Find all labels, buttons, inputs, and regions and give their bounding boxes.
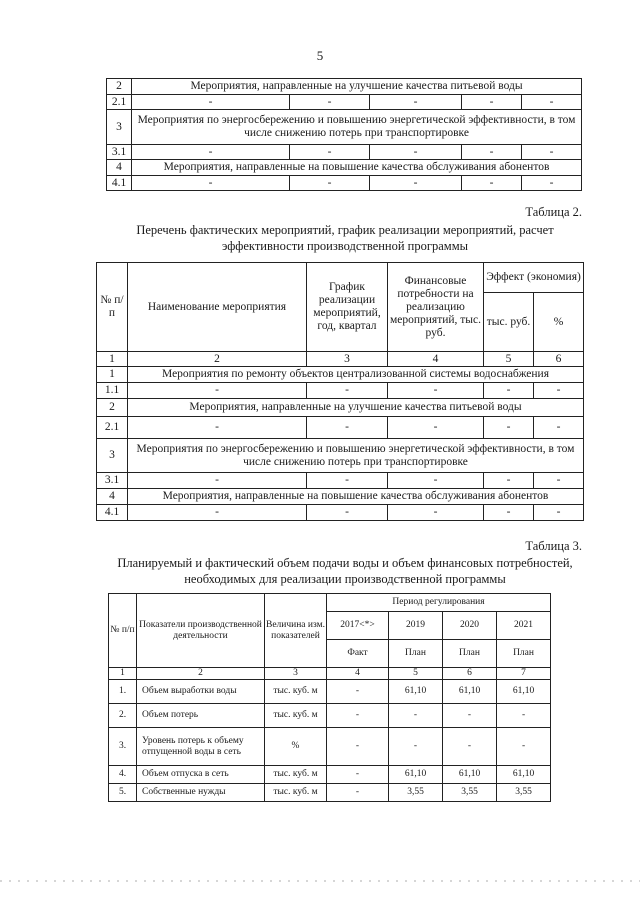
value-cell: -	[327, 704, 389, 728]
header-type: План	[443, 640, 497, 668]
row-number: 2	[97, 399, 128, 417]
dash-cell: -	[534, 505, 584, 521]
row-number: 3	[97, 439, 128, 473]
page-number: 5	[316, 48, 324, 63]
col-number: 5	[389, 668, 443, 680]
value-cell: -	[327, 766, 389, 784]
row-number: 2.1	[107, 95, 132, 110]
table-row	[97, 473, 584, 489]
value-cell: 61,10	[443, 766, 497, 784]
header-schedule: График реализации мероприятий, год, квартал	[307, 263, 388, 352]
header-effect-pct: %	[534, 293, 584, 352]
indicator-name: Объем потерь	[137, 704, 265, 728]
column-numbers-row	[97, 352, 584, 367]
value-cell: 61,10	[443, 680, 497, 704]
header-year: 2020	[443, 612, 497, 640]
dash-cell: -	[462, 95, 522, 110]
col-number: 6	[443, 668, 497, 680]
dash-cell: -	[307, 473, 388, 489]
dash-cell: -	[128, 505, 307, 521]
header-type: План	[497, 640, 551, 668]
dash-cell: -	[462, 176, 522, 191]
table-row	[97, 439, 584, 473]
table-row	[109, 766, 551, 784]
unit-cell: тыс. куб. м	[265, 784, 327, 802]
table3	[108, 593, 551, 802]
unit-cell: %	[265, 728, 327, 766]
dash-cell: -	[484, 417, 534, 439]
table2-label: Таблица 2.	[525, 205, 582, 219]
row-number: 4.	[109, 766, 137, 784]
table-row	[109, 680, 551, 704]
header-finance: Финансовые потребности на реализацию мероприятий, тыс. руб.	[388, 263, 484, 352]
value-cell: 61,10	[497, 766, 551, 784]
dash-cell: -	[522, 145, 582, 160]
col-number: 7	[497, 668, 551, 680]
row-number: 4	[97, 489, 128, 505]
value-cell: 61,10	[389, 766, 443, 784]
dash-cell: -	[388, 505, 484, 521]
header-indicator: Показатели производственной деятельности	[137, 594, 265, 668]
value-cell: -	[389, 728, 443, 766]
row-heading: Мероприятия, направленные на улучшение качества питьевой воды	[132, 79, 582, 95]
col-number: 5	[484, 352, 534, 367]
header-year: 2019	[389, 612, 443, 640]
col-number: 2	[128, 352, 307, 367]
dash-cell: -	[522, 176, 582, 191]
col-number: 3	[307, 352, 388, 367]
row-number: 4.1	[107, 176, 132, 191]
table-row	[109, 784, 551, 802]
row-number: 1	[97, 367, 128, 383]
dash-cell: -	[307, 417, 388, 439]
col-number: 6	[534, 352, 584, 367]
top-table	[106, 78, 582, 191]
indicator-name: Объем отпуска в сеть	[137, 766, 265, 784]
table-row	[97, 505, 584, 521]
dash-cell: -	[370, 145, 462, 160]
table-row	[107, 176, 582, 191]
table-row	[97, 383, 584, 399]
row-heading: Мероприятия по энергосбережению и повышению энергетической эффективности, в том числе снижению потерь при транспортировке	[132, 110, 582, 145]
dash-cell: -	[307, 383, 388, 399]
table-row	[97, 489, 584, 505]
row-number: 2.	[109, 704, 137, 728]
dash-cell: -	[370, 176, 462, 191]
value-cell: -	[327, 728, 389, 766]
dash-cell: -	[290, 95, 370, 110]
header-type: План	[389, 640, 443, 668]
dash-cell: -	[484, 473, 534, 489]
value-cell: 3,55	[497, 784, 551, 802]
dash-cell: -	[534, 473, 584, 489]
table2-title: Перечень фактических мероприятий, график реализации мероприятий, расчет эффективности производственной программы	[136, 223, 554, 253]
dash-cell: -	[534, 383, 584, 399]
header-name: Наименование мероприятия	[128, 263, 307, 352]
col-number: 3	[265, 668, 327, 680]
indicator-name: Объем выработки воды	[137, 680, 265, 704]
table-row	[97, 399, 584, 417]
header-period: Период регулирования	[327, 594, 551, 612]
value-cell: -	[327, 680, 389, 704]
header-effect: Эффект (экономия)	[484, 263, 584, 293]
dash-cell: -	[132, 95, 290, 110]
indicator-name: Уровень потерь к объему отпущенной воды в сеть	[137, 728, 265, 766]
column-numbers-row	[109, 668, 551, 680]
row-heading: Мероприятия, направленные на повышение качества обслуживания абонентов	[128, 489, 584, 505]
row-number: 1.	[109, 680, 137, 704]
dash-cell: -	[484, 383, 534, 399]
unit-cell: тыс. куб. м	[265, 704, 327, 728]
dash-cell: -	[522, 95, 582, 110]
dash-cell: -	[307, 505, 388, 521]
value-cell: 61,10	[389, 680, 443, 704]
dash-cell: -	[370, 95, 462, 110]
dash-cell: -	[290, 145, 370, 160]
row-number: 3.1	[97, 473, 128, 489]
row-number: 2.1	[97, 417, 128, 439]
dash-cell: -	[388, 383, 484, 399]
dash-cell: -	[388, 473, 484, 489]
table2	[96, 262, 584, 521]
row-number: 5.	[109, 784, 137, 802]
table-row	[107, 95, 582, 110]
scan-artifact-line	[0, 880, 640, 882]
row-number: 4.1	[97, 505, 128, 521]
row-heading: Мероприятия, направленные на повышение качества обслуживания абонентов	[132, 160, 582, 176]
header-effect-rub: тыс. руб.	[484, 293, 534, 352]
row-number: 1.1	[97, 383, 128, 399]
col-number: 4	[388, 352, 484, 367]
header-num: № п/ п	[97, 263, 128, 352]
dash-cell: -	[462, 145, 522, 160]
table-row	[107, 145, 582, 160]
value-cell: -	[327, 784, 389, 802]
unit-cell: тыс. куб. м	[265, 680, 327, 704]
header-year: 2021	[497, 612, 551, 640]
dash-cell: -	[132, 145, 290, 160]
dash-cell: -	[388, 417, 484, 439]
row-number: 3.	[109, 728, 137, 766]
value-cell: 61,10	[497, 680, 551, 704]
header-unit: Величина изм. показателей	[265, 594, 327, 668]
table-row	[107, 160, 582, 176]
header-num: № п/п	[109, 594, 137, 668]
dash-cell: -	[128, 417, 307, 439]
table-row	[109, 728, 551, 766]
dash-cell: -	[128, 473, 307, 489]
dash-cell: -	[534, 417, 584, 439]
value-cell: -	[497, 704, 551, 728]
value-cell: -	[389, 704, 443, 728]
col-number: 4	[327, 668, 389, 680]
header-type: Факт	[327, 640, 389, 668]
value-cell: 3,55	[443, 784, 497, 802]
value-cell: -	[443, 704, 497, 728]
value-cell: 3,55	[389, 784, 443, 802]
row-heading: Мероприятия по энергосбережению и повышению энергетической эффективности, в том числе снижению потерь при транспортировке	[128, 439, 584, 473]
row-number: 3.1	[107, 145, 132, 160]
table-row	[107, 79, 582, 95]
value-cell: -	[497, 728, 551, 766]
col-number: 1	[97, 352, 128, 367]
row-number: 3	[107, 110, 132, 145]
col-number: 1	[109, 668, 137, 680]
indicator-name: Собственные нужды	[137, 784, 265, 802]
row-number: 4	[107, 160, 132, 176]
row-heading: Мероприятия, направленные на улучшение качества питьевой воды	[128, 399, 584, 417]
value-cell: -	[443, 728, 497, 766]
row-number: 2	[107, 79, 132, 95]
table-row	[97, 417, 584, 439]
dash-cell: -	[484, 505, 534, 521]
dash-cell: -	[132, 176, 290, 191]
dash-cell: -	[290, 176, 370, 191]
table3-label: Таблица 3.	[525, 539, 582, 553]
dash-cell: -	[128, 383, 307, 399]
table3-title: Планируемый и фактический объем подачи воды и объем финансовых потребностей, необходимых для реализации производственной программы	[117, 556, 573, 586]
row-heading: Мероприятия по ремонту объектов централизованной системы водоснабжения	[128, 367, 584, 383]
table-row	[97, 367, 584, 383]
table-row	[109, 704, 551, 728]
unit-cell: тыс. куб. м	[265, 766, 327, 784]
table-row	[107, 110, 582, 145]
header-year: 2017<*>	[327, 612, 389, 640]
col-number: 2	[137, 668, 265, 680]
